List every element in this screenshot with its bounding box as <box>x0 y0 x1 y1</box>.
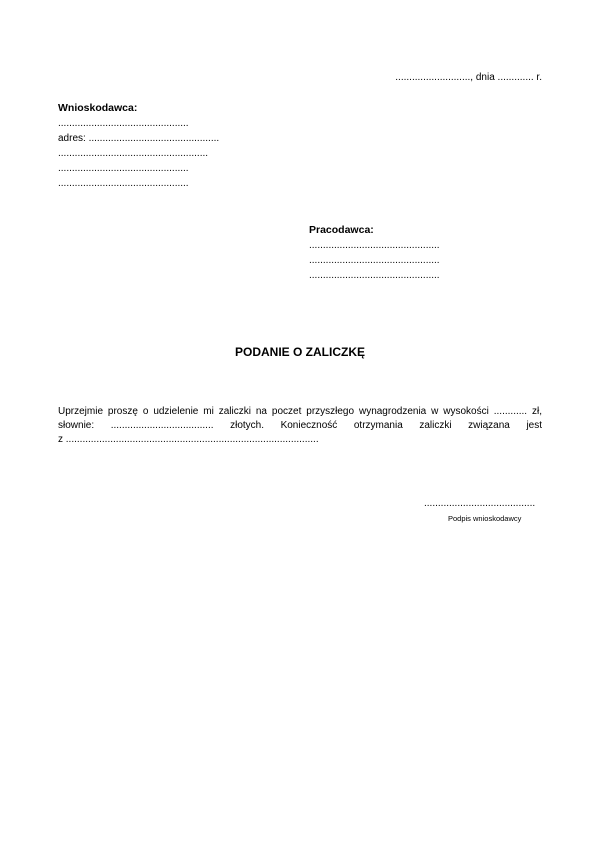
signature-line: ........................................ <box>424 498 536 509</box>
employer-line-3: ............................................... <box>309 270 440 281</box>
request-body <box>58 405 542 447</box>
applicant-heading: Wnioskodawca: <box>58 102 138 114</box>
date-place-line: ..........................., dnia ............. r. <box>395 72 542 83</box>
applicant-address-line-3: ............................................... <box>58 163 189 174</box>
applicant-address-line-2: ...................................................... <box>58 148 209 159</box>
employer-line-2: ............................................... <box>309 255 440 266</box>
applicant-section <box>58 101 219 191</box>
signature-label: Podpis wnioskodawcy <box>448 514 522 523</box>
document-title: PODANIE O ZALICZKĘ <box>234 345 365 359</box>
applicant-address-line-4: ............................................... <box>58 178 189 189</box>
body-line-1: Uprzejmie proszę o udzielenie mi zaliczki na poczet przyszłego wynagrodzenia w wysokości ............ zł, <box>58 406 542 417</box>
body-line-2: słownie: ..................................... złotych. Konieczność otrzymania zaliczki związana jest <box>58 420 542 431</box>
employer-line-1: ............................................... <box>309 240 440 251</box>
applicant-address-line: adres: ............................................... <box>58 133 220 144</box>
employer-section <box>309 223 440 283</box>
applicant-name-line: ............................................... <box>58 118 189 129</box>
body-line-3: z ........................................................................................... <box>58 434 319 445</box>
employer-heading: Pracodawca: <box>309 224 374 236</box>
